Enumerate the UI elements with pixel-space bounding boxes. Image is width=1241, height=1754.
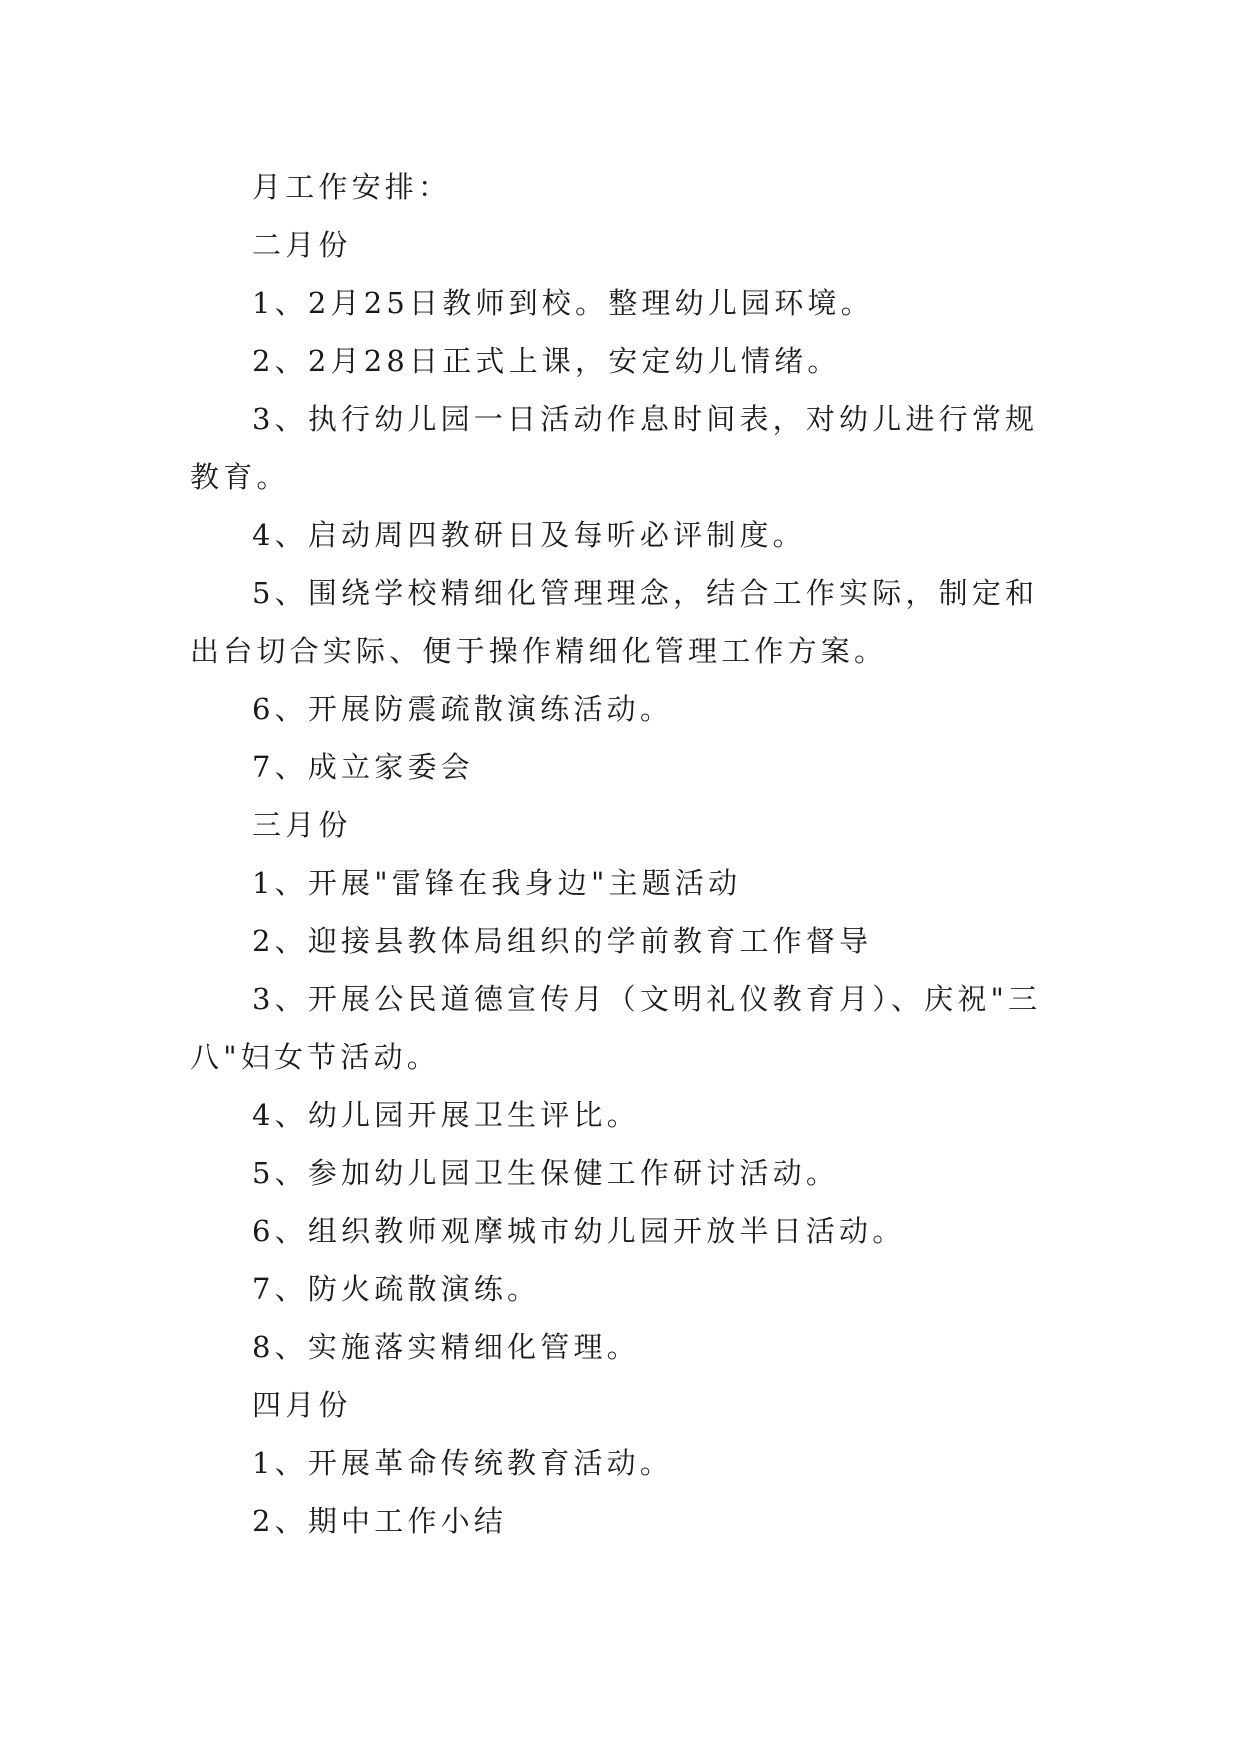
month-heading-april: 四月份 [252, 1388, 352, 1422]
list-item: 4、幼儿园开展卫生评比。 [252, 1098, 640, 1132]
list-item: 8、实施落实精细化管理。 [252, 1330, 640, 1364]
list-item: 1、2月25日教师到校。整理幼儿园环境。 [252, 286, 874, 320]
list-item: 1、开展革命传统教育活动。 [252, 1446, 674, 1480]
list-item: 7、成立家委会 [252, 750, 474, 784]
list-item: 5、参加幼儿园卫生保健工作研讨活动。 [252, 1156, 840, 1190]
section-heading: 月工作安排： [252, 170, 452, 204]
list-item: 5、围绕学校精细化管理理念，结合工作实际，制定和出台切合实际、便于操作精细化管理工作方案。 [190, 576, 1039, 668]
month-heading-february: 二月份 [252, 228, 352, 262]
list-item: 3、开展公民道德宣传月（文明礼仪教育月）、庆祝"三八"妇女节活动。 [190, 982, 1042, 1074]
list-item: 1、开展"雷锋在我身边"主题活动 [252, 866, 742, 900]
list-item: 6、组织教师观摩城市幼儿园开放半日活动。 [252, 1214, 906, 1248]
month-heading-march: 三月份 [252, 808, 352, 842]
document-body [190, 158, 1050, 1550]
list-item: 6、开展防震疏散演练活动。 [252, 692, 674, 726]
list-item: 3、执行幼儿园一日活动作息时间表，对幼儿进行常规教育。 [190, 402, 1039, 494]
list-item: 2、2月28日正式上课，安定幼儿情绪。 [252, 344, 841, 378]
list-item: 4、启动周四教研日及每听必评制度。 [252, 518, 806, 552]
list-item: 2、迎接县教体局组织的学前教育工作督导 [252, 924, 873, 958]
list-item: 7、防火疏散演练。 [252, 1272, 541, 1306]
list-item: 2、期中工作小结 [252, 1504, 508, 1538]
